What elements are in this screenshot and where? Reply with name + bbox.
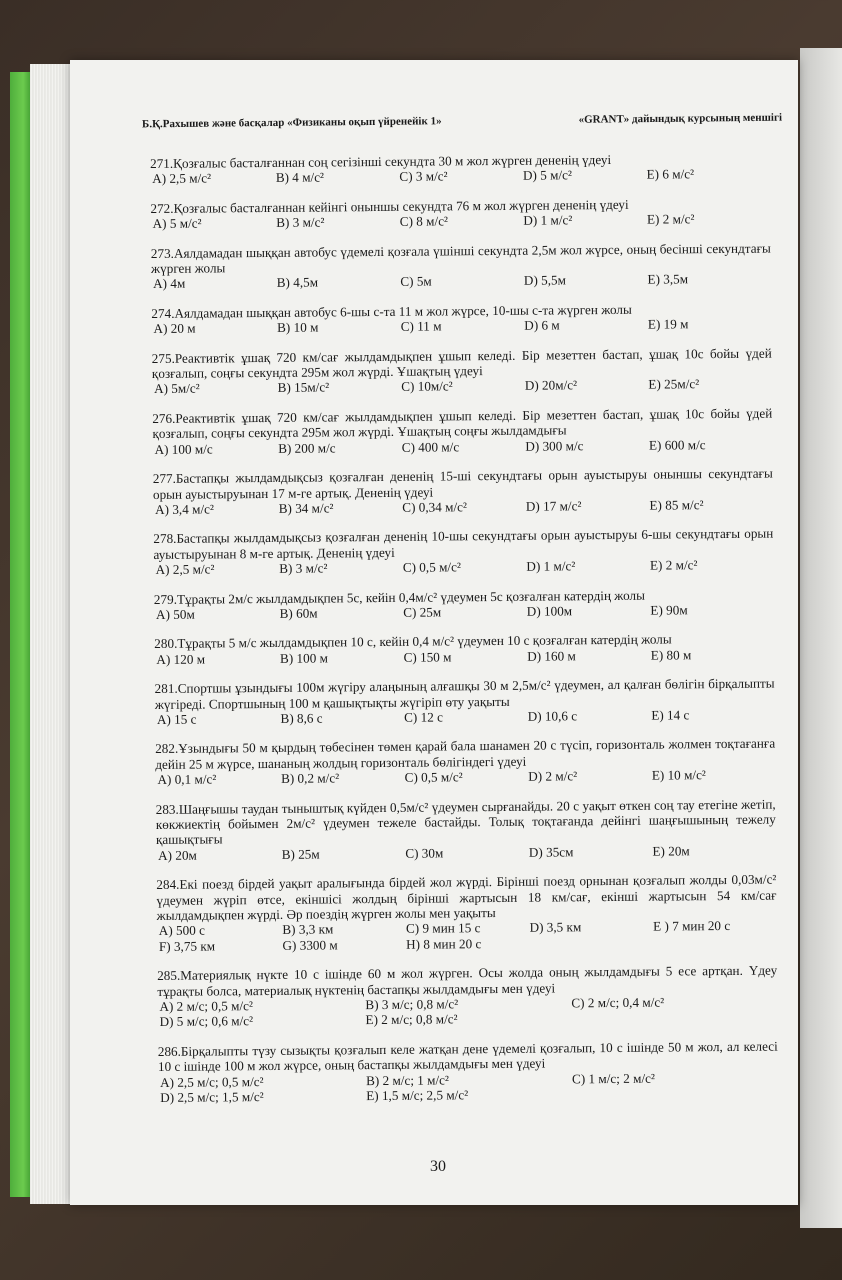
question-text: 281.Спортшы ұзындығы 100м жүгіру алаңының алғашқы 30 м 2,5м/с² үдеумен, ал қалған бөлігін бірқалыпты жүгіреді. Спортшының 100 м қашықтықты жүгіріп өту уақыты	[154, 675, 775, 712]
question-text: 271.Қозғалыс басталғаннан соң сегізінші секундта 30 м жол жүрген дененің үдеуі	[150, 151, 612, 171]
answer-option: A) 2 м/с; 0,5 м/с²	[159, 998, 254, 1015]
answer-option: A) 5 м/с²	[152, 215, 202, 232]
question-text: 286.Бірқалыпты түзу сызықты қозғалып келе жатқан дене үдемелі қозғалып, 10 с ішінде 50 м жол, ал келесі 10 с ішінде 100 м жол жүрсе, оның бастапқы жылдамдығы мен үдеуі	[157, 1038, 778, 1075]
answer-option: B) 3 м/с; 0,8 м/с²	[365, 996, 459, 1013]
question-text: 275.Реактивтік ұшақ 720 км/сағ жылдамдықпен ұшып келеді. Бір мезеттен бастап, ұшақ 10с бойы үдей қозғалып, соңғы секундта 295м жол жүрді. Ұшақтың үдеуі	[151, 345, 772, 382]
answer-options	[157, 918, 777, 954]
answer-option: E) 2 м/с²	[649, 557, 698, 573]
answer-option: E) 80 м	[650, 647, 692, 663]
question-text: 277.Бастапқы жылдамдықсыз қозғалған дененің 15-ші секундтағы орын ауыстыруы оныншы секундтағы орын ауыстыруынан 17 м-ге артық. Дененің үдеуі	[152, 465, 773, 502]
page-number: 30	[430, 1158, 446, 1175]
answer-option: G) 3300 м	[282, 937, 338, 953]
answer-option: D) 100м	[526, 603, 573, 619]
book-spine	[10, 72, 32, 1197]
answer-option: D) 17 м/с²	[525, 498, 582, 514]
answer-option: E) 85 м/с²	[649, 497, 704, 513]
answer-option: A) 5м/с²	[153, 381, 200, 397]
question-item	[153, 526, 773, 578]
answer-option: C) 5м	[400, 273, 432, 290]
answer-option: B) 3 м/с²	[279, 560, 328, 577]
answer-option: A) 20 м	[153, 320, 196, 337]
answer-option: A) 2,5 м/с²	[155, 561, 215, 578]
answer-option: D) 5,5м	[523, 272, 566, 289]
question-item	[155, 736, 775, 788]
answer-option: B) 0,2 м/с²	[280, 770, 340, 787]
answer-options	[158, 1069, 778, 1105]
answer-option: A) 20м	[158, 847, 197, 863]
answer-option: E) 10 м/с²	[651, 767, 706, 783]
answer-option: B) 4 м/с²	[275, 169, 325, 186]
answer-option: E) 600 м/с	[648, 436, 706, 453]
answer-option: C) 11 м	[400, 318, 442, 335]
answer-option: C) 1 м/с; 2 м/с²	[571, 1070, 655, 1087]
answer-option: B) 34 м/с²	[278, 500, 334, 516]
next-page-edge	[800, 48, 842, 1228]
answer-option: A) 15 с	[156, 711, 197, 727]
answer-option: F) 3,75 км	[158, 938, 216, 954]
answer-option: D) 300 м/с	[525, 437, 584, 454]
answer-option: A) 500 с	[158, 922, 205, 939]
page-header	[142, 112, 782, 131]
answer-option: E) 1,5 м/с; 2,5 м/с²	[366, 1087, 469, 1104]
question-item	[154, 631, 774, 667]
answer-option: E) 20м	[652, 843, 690, 859]
answer-option: B) 200 м/с	[278, 440, 336, 456]
answer-option: D) 20м/с²	[524, 377, 578, 394]
question-list	[150, 151, 778, 1120]
answer-option: A) 2,5 м/с²	[152, 170, 212, 187]
answer-option: C) 8 м/с²	[399, 213, 449, 230]
answer-option: E ) 7 мин 20 с	[653, 918, 731, 935]
answer-option: D) 35см	[528, 844, 574, 860]
question-item	[150, 195, 770, 231]
answer-option: B) 100 м	[279, 650, 328, 666]
answer-option: C) 0,5 м/с²	[402, 559, 461, 575]
question-text: 279.Тұрақты 2м/с жылдамдықпен 5с, кейін 0,4м/с² үдеумен 5с қозғалған катердің жолы	[153, 587, 645, 607]
answer-option: C) 10м/с²	[401, 378, 453, 395]
answer-option: C) 12 с	[404, 709, 443, 725]
answer-option: C) 400 м/с	[401, 439, 460, 455]
question-item	[152, 405, 772, 457]
answer-option: C) 25м	[403, 604, 442, 620]
question-item	[155, 676, 775, 728]
answer-option: C) 9 мин 15 с	[405, 920, 481, 937]
question-text: 273.Аялдамадан шыққан автобус үдемелі қозғала үшінші секундта 2,5м жол жүрсе, оның бесінші секундтағы жүрген жолы	[150, 240, 771, 277]
header-left: Б.Қ.Рахышев және басқалар «Физиканы оқып үйренейік 1»	[141, 115, 442, 131]
answer-option: H) 8 мин 20 с	[406, 935, 482, 952]
answer-option: A) 100 м/с	[154, 441, 213, 457]
question-item	[151, 300, 771, 336]
answer-option: D) 1 м/с²	[523, 212, 573, 228]
answer-option: A) 50м	[155, 606, 195, 622]
answer-option: A) 4м	[153, 276, 186, 292]
question-text: 280.Тұрақты 5 м/с жылдамдықпен 10 с, кейін 0,4 м/с² үдеумен 10 с қозғалған катердің жолы	[154, 631, 672, 652]
answer-option: D) 1 м/с²	[526, 558, 576, 574]
answer-option: D) 6 м	[524, 317, 560, 333]
answer-option: D) 5 м/с²	[522, 167, 572, 184]
answer-option: A) 120 м	[156, 651, 206, 667]
answer-option: D) 10,6 с	[527, 708, 578, 724]
question-item	[156, 872, 777, 954]
answer-option: B) 25м	[281, 846, 320, 862]
question-item	[154, 586, 774, 622]
answer-option: D) 3,5 км	[529, 919, 582, 936]
book-page	[70, 60, 798, 1205]
answer-option: E) 14 с	[651, 707, 690, 723]
answer-option: D) 5 м/с; 0,6 м/с²	[159, 1013, 254, 1030]
question-item	[158, 1038, 779, 1105]
answer-option: B) 60м	[279, 605, 318, 621]
answer-option: B) 3,3 км	[282, 921, 334, 938]
answer-option: A) 3,4 м/с²	[155, 501, 214, 517]
answer-option: C) 0,34 м/с²	[402, 499, 468, 515]
answer-option: A) 2,5 м/с; 0,5 м/с²	[160, 1073, 264, 1090]
answer-option: E) 3,5м	[647, 271, 689, 288]
question-text: 285.Материялық нүкте 10 с ішінде 60 м жол жүрген. Осы жолда оның жылдамдығы 5 есе артқан. Үдеу тұрақты болса, материалық нүктенің бастапқы жылдамдығы мен үдеуі	[157, 962, 778, 999]
question-item	[151, 240, 771, 292]
answer-option: C) 3 м/с²	[399, 168, 448, 185]
answer-option: C) 150 м	[403, 649, 452, 665]
answer-option: E) 19 м	[647, 316, 689, 332]
answer-option: B) 3 м/с²	[276, 214, 325, 231]
question-item	[152, 345, 772, 397]
question-text: 272.Қозғалыс басталғаннан кейінгі оныншы секундта 76 м жол жүрген дененің үдеуі	[150, 196, 629, 216]
answer-option: E) 2 м/с²	[646, 211, 695, 227]
question-item	[157, 963, 778, 1030]
answer-options	[157, 994, 777, 1030]
question-text: 278.Бастапқы жылдамдықсыз қозғалған дененің 10-шы секундтағы орын ауыстыруы 6-шы секундтағы орын ауыстыруынан 8 м-ге артық. Дененің үдеуі	[153, 525, 774, 562]
answer-option: B) 8,6 с	[280, 710, 323, 726]
answer-option: B) 15м/с²	[277, 379, 330, 396]
answer-option: E) 90м	[650, 602, 688, 618]
question-text: 274.Аялдамадан шыққан автобус 6-шы с-та 11 м жол жүрсе, 10-шы с-та жүрген жолы	[151, 301, 632, 321]
answer-option: A) 0,1 м/с²	[157, 771, 217, 788]
question-text: 283.Шаңғышы таудан тыныштық күйден 0,5м/с² үдеумен сырғанайды. 20 с уақыт өткен соң тау етегіне жетіп, көкжиектің бойымен 2м/с² үдеумен тежеле бастайды. Толық тоқтағанда дейінгі шаңғышының тежелу қашықтығы	[155, 796, 776, 848]
answer-option: D) 160 м	[527, 648, 576, 664]
question-text: 276.Реактивтік ұшақ 720 км/сағ жылдамдықпен ұшып келеді. Бір мезеттен бастап, ұшақ 10с бойы үдей қозғалып, соңғы секундта 295м жол жүрді. Ұшақтың соңғы жылдамдығы	[152, 405, 773, 442]
answer-option: D) 2,5 м/с; 1,5 м/с²	[160, 1089, 264, 1106]
header-right: «GRANT» дайындық курсының меншігі	[578, 111, 783, 126]
answer-option: E) 6 м/с²	[646, 166, 695, 183]
answer-option: D) 2 м/с²	[528, 768, 578, 784]
answer-option: C) 0,5 м/с²	[404, 769, 463, 785]
answer-option: C) 30м	[405, 845, 444, 861]
answer-option: E) 25м/с²	[648, 376, 700, 393]
question-text: 282.Ұзындығы 50 м қырдың төбесінен төмен қарай бала шанамен 20 с түсіп, горизонталь жолмен тоқтағанға дейін 25 м жүрсе, шананың жолдың горизонталь бөлігіндегі үдеуі	[155, 735, 776, 772]
answer-option: B) 2 м/с; 1 м/с²	[365, 1072, 450, 1088]
question-item	[156, 796, 777, 863]
answer-option: E) 2 м/с; 0,8 м/с²	[365, 1011, 458, 1028]
question-item	[153, 466, 773, 518]
question-text: 284.Екі поезд бірдей уақыт аралығында бірдей жол жүрді. Бірінші поезд орнынан қозғалып жолды 0,03м/с² үдеумен жүріп өтсе, екіншісі жолдың бірінші жартысын 18 км/сағ, екінші жартысын 54 км/сағ жылдамдықпен жүрді. Әр поездің жүрген жолы мен уақыты	[156, 871, 777, 924]
answer-option: B) 4,5м	[276, 274, 319, 291]
answer-option: B) 10 м	[277, 319, 319, 336]
question-item	[150, 151, 770, 187]
answer-option: C) 2 м/с; 0,4 м/с²	[571, 994, 665, 1011]
